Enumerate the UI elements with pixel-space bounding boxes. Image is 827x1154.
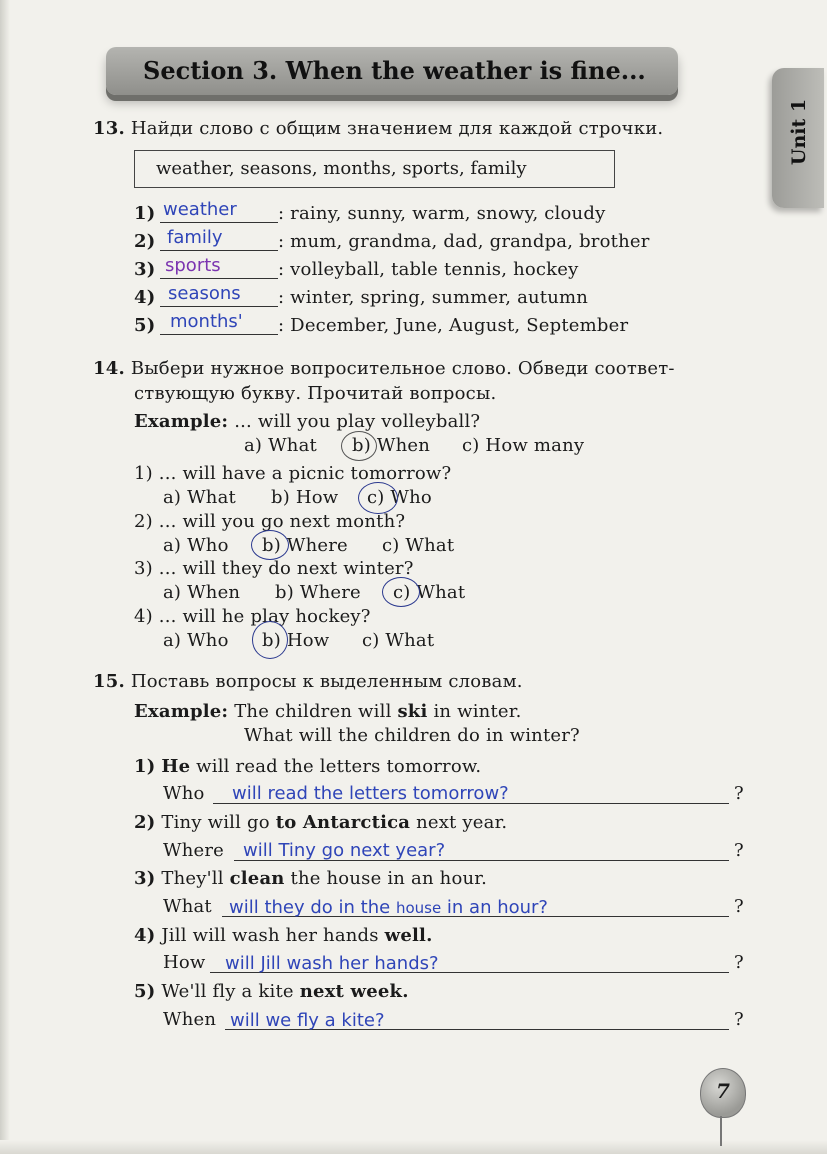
ex15-example-answer: What will the children do in winter? xyxy=(244,725,580,746)
ex15-item-3 xyxy=(134,868,487,889)
ex15-item-3-qmark: ? xyxy=(734,896,744,917)
ex14-q3-option-a: a) When xyxy=(163,582,241,603)
ex14-q2: 2) ... will you go next month? xyxy=(134,511,406,532)
ex13-word-box xyxy=(134,150,615,188)
page-number-balloon xyxy=(700,1068,746,1118)
ex15-item-5-pre: We'll fly a kite xyxy=(161,981,294,1002)
ex14-q2-option-b: b) Where xyxy=(262,535,348,556)
ex14-q3-answer-circle xyxy=(382,577,420,607)
page-edge-shadow xyxy=(0,0,10,1154)
ex15-item-1-qword: Who xyxy=(163,783,205,804)
ex15-item-5-bold: next week. xyxy=(299,981,409,1002)
ex14-q1-answer-circle xyxy=(358,482,398,514)
ex15-item-3-answer-start: will they do in the xyxy=(229,897,391,918)
ex13-item-4-blank xyxy=(160,306,278,307)
ex13-item-2-answer: family xyxy=(167,227,223,248)
section-title: Section 3. When the weather is fine... xyxy=(143,56,646,85)
ex15-item-1-answer: will read the letters tomorrow? xyxy=(232,783,509,804)
ex15-item-2-qword: Where xyxy=(163,840,225,861)
ex15-item-3-answer-end: in an hour? xyxy=(446,897,548,918)
ex13-heading xyxy=(93,118,663,139)
ex14-q3-option-c: c) What xyxy=(393,582,466,603)
ex15-item-4-bold: well. xyxy=(384,925,433,946)
unit-tab xyxy=(772,68,824,208)
page-number: 7 xyxy=(716,1079,730,1103)
ex14-example-label: Example: xyxy=(134,411,229,432)
ex14-example-question: ... will you play volleyball? xyxy=(234,411,481,432)
ex15-item-3-pre: They'll xyxy=(161,868,224,889)
ex14-q3: 3) ... will they do next winter? xyxy=(134,558,414,579)
ex15-item-2 xyxy=(134,812,507,833)
ex13-item-5-text: : December, June, August, September xyxy=(278,315,629,336)
ex15-example-pre: The children will xyxy=(234,701,392,722)
ex15-item-2-pre: Tiny will go xyxy=(161,812,270,833)
ex15-item-2-bold: to Antarctica xyxy=(275,812,411,833)
ex15-item-5-answer: will we fly a kite? xyxy=(230,1010,385,1031)
ex14-q4: 4) ... will he play hockey? xyxy=(134,606,371,627)
ex13-item-5-answer: months' xyxy=(170,311,243,332)
ex15-item-5-qmark: ? xyxy=(734,1009,744,1030)
ex13-item-5-number: 5) xyxy=(134,315,156,336)
ex15-item-5-number: 5) xyxy=(134,981,156,1002)
ex14-q2-answer-circle xyxy=(251,530,289,560)
ex14-heading xyxy=(93,358,675,379)
ex15-number: 15. xyxy=(93,671,125,692)
ex13-item-3-blank xyxy=(160,278,278,279)
ex14-q1-option-c: c) Who xyxy=(367,487,432,508)
ex14-q2-option-c: c) What xyxy=(382,535,455,556)
ex15-heading xyxy=(93,671,523,692)
ex15-item-3-post: the house in an hour. xyxy=(290,868,488,889)
ex15-item-2-number: 2) xyxy=(134,812,156,833)
ex15-item-2-answer: will Tiny go next year? xyxy=(243,840,446,861)
ex14-q4-option-b: b) How xyxy=(262,630,330,651)
ex15-item-1-bold: He xyxy=(161,756,191,777)
ex15-item-1-number: 1) xyxy=(134,756,156,777)
ex15-item-3-answer xyxy=(229,897,548,918)
ex15-item-3-number: 3) xyxy=(134,868,156,889)
ex14-instruction-2: ствующую букву. Прочитай вопросы. xyxy=(134,383,497,404)
ex14-example-option-c: c) How many xyxy=(462,435,585,456)
ex15-item-1-post: will read the letters tomorrow. xyxy=(196,756,482,777)
unit-tab-label: Unit 1 xyxy=(788,98,810,166)
ex13-item-1-number: 1) xyxy=(134,203,156,224)
ex13-item-3-answer: sports xyxy=(165,255,221,276)
ex15-item-3-qword: What xyxy=(163,896,212,917)
ex15-item-4-qword: How xyxy=(163,952,206,973)
ex14-number: 14. xyxy=(93,358,125,379)
ex15-item-4-pre: Jill will wash her hands xyxy=(161,925,379,946)
ex14-example xyxy=(134,411,480,432)
ex15-item-5-qword: When xyxy=(163,1009,217,1030)
ex15-example-bold: ski xyxy=(397,701,428,722)
ex13-item-1-answer: weather xyxy=(163,199,237,220)
ex13-item-3-text: : volleyball, table tennis, hockey xyxy=(278,259,579,280)
ex15-item-3-bold: clean xyxy=(229,868,285,889)
ex15-item-1 xyxy=(134,756,481,777)
ex13-item-5-blank xyxy=(160,334,278,335)
ex15-item-4-answer: will Jill wash her hands? xyxy=(225,953,439,974)
ex15-item-1-qmark: ? xyxy=(734,783,744,804)
ex13-item-1-blank xyxy=(160,222,278,223)
ex13-item-1-text: : rainy, sunny, warm, snowy, cloudy xyxy=(278,203,606,224)
ex15-item-5 xyxy=(134,981,409,1002)
section-banner xyxy=(106,47,678,95)
ex13-item-3-number: 3) xyxy=(134,259,156,280)
ex13-number: 13. xyxy=(93,118,125,139)
ex14-q2-option-a: a) Who xyxy=(163,535,229,556)
ex15-instruction: Поставь вопросы к выделенным словам. xyxy=(130,671,523,692)
ex13-item-2-text: : mum, grandma, dad, grandpa, brother xyxy=(278,231,650,252)
ex15-example xyxy=(134,701,522,722)
ex15-item-3-answer-small: house xyxy=(395,899,442,917)
ex14-example-circle xyxy=(341,431,377,461)
ex15-example-label: Example: xyxy=(134,701,229,722)
balloon-string xyxy=(720,1116,722,1146)
ex14-q1-option-b: b) How xyxy=(271,487,339,508)
ex15-item-2-post: next year. xyxy=(416,812,508,833)
ex14-q1: 1) ... will have a picnic tomorrow? xyxy=(134,463,452,484)
ex15-example-post: in winter. xyxy=(433,701,522,722)
ex14-instruction-1: Выбери нужное вопросительное слово. Обведи соответ- xyxy=(130,358,675,379)
ex15-item-4 xyxy=(134,925,433,946)
ex15-item-4-number: 4) xyxy=(134,925,156,946)
ex14-q4-option-c: c) What xyxy=(362,630,435,651)
ex13-instruction: Найди слово с общим значением для каждой строчки. xyxy=(130,118,664,139)
ex14-example-option-b: b) When xyxy=(352,435,431,456)
ex13-word-box-text: weather, seasons, months, sports, family xyxy=(156,158,527,179)
ex14-q1-option-a: a) What xyxy=(163,487,236,508)
ex14-q3-option-b: b) Where xyxy=(275,582,361,603)
ex13-item-4-number: 4) xyxy=(134,287,156,308)
ex14-q4-option-a: a) Who xyxy=(163,630,229,651)
page-bottom-shadow xyxy=(0,1140,827,1154)
ex14-q4-answer-circle xyxy=(252,621,288,659)
ex13-item-2-blank xyxy=(160,250,278,251)
ex15-item-2-qmark: ? xyxy=(734,840,744,861)
ex14-example-option-a: a) What xyxy=(244,435,317,456)
ex13-item-2-number: 2) xyxy=(134,231,156,252)
ex13-item-4-answer: seasons xyxy=(168,283,241,304)
ex15-item-4-qmark: ? xyxy=(734,952,744,973)
ex13-item-4-text: : winter, spring, summer, autumn xyxy=(278,287,589,308)
